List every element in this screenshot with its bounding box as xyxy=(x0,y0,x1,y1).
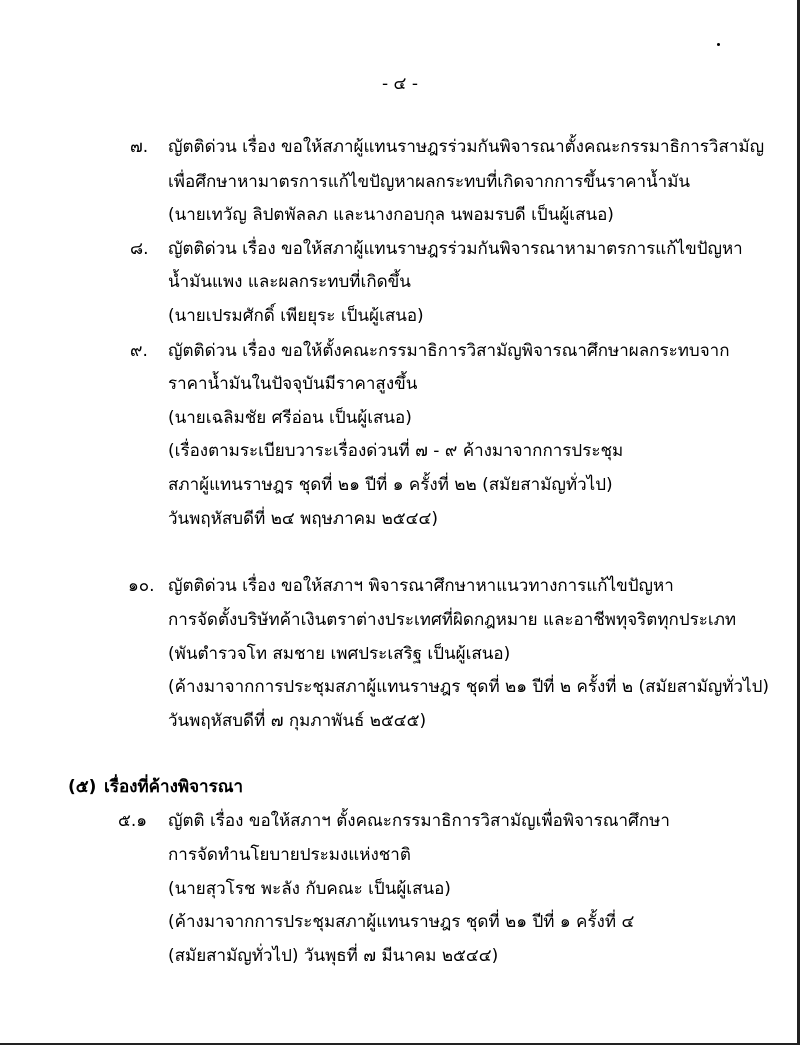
item-line: สภาผู้แทนราษฎร ชุดที่ ๒๑ ปีที่ ๑ ครั้งที่ ๒๒ (สมัยสามัญทั่วไป) xyxy=(168,475,613,495)
item-number: ๑๐. xyxy=(128,576,155,596)
item-number: ๙. xyxy=(130,341,148,361)
item-line: (นายเปรมศักดิ์ เพียยุระ เป็นผู้เสนอ) xyxy=(168,306,424,326)
item-line: (ค้างมาจากการประชุมสภาผู้แทนราษฎร ชุดที่ ๒๑ ปีที่ ๒ ครั้งที่ ๒ (สมัยสามัญทั่วไป) xyxy=(168,677,770,697)
item-line: ญัตติด่วน เรื่อง ขอให้สภาฯ พิจารณาศึกษาหาแนวทางการแก้ไขปัญหา xyxy=(168,576,674,596)
page-number: - ๔ - xyxy=(382,74,418,94)
item-line: (พันตำรวจโท สมชาย เพศประเสริฐ เป็นผู้เสนอ) xyxy=(168,644,511,664)
item-line: วันพฤหัสบดีที่ ๗ กุมภาพันธ์ ๒๕๔๕) xyxy=(168,711,427,731)
item-line: การจัดตั้งบริษัทค้าเงินตราต่างประเทศที่ผิดกฎหมาย และอาชีพทุจริตทุกประเภท xyxy=(168,610,737,630)
item-number: ๘. xyxy=(130,239,149,259)
item-line: ราคาน้ำมันในปัจจุบันมีราคาสูงขึ้น xyxy=(168,374,418,394)
subitem-line: (สมัยสามัญทั่วไป) วันพุธที่ ๗ มีนาคม ๒๕๔๔) xyxy=(168,946,499,966)
speck-mark xyxy=(717,43,720,46)
item-line: เพื่อศึกษาหามาตรการแก้ไขปัญหาผลกระทบที่เกิดจากการขึ้นราคาน้ำมัน xyxy=(168,172,691,192)
subitem-number: ๕.๑ xyxy=(118,811,148,831)
section-number: (๕) xyxy=(68,777,97,797)
section-title: เรื่องที่ค้างพิจารณา xyxy=(104,777,244,797)
subitem-line: ญัตติ เรื่อง ขอให้สภาฯ ตั้งคณะกรรมาธิการวิสามัญเพื่อพิจารณาศึกษา xyxy=(168,811,670,831)
item-line: วันพฤหัสบดีที่ ๒๔ พฤษภาคม ๒๕๔๔) xyxy=(168,509,439,529)
subitem-line: (นายสุวโรช พะลัง กับคณะ เป็นผู้เสนอ) xyxy=(168,879,451,899)
subitem-line: การจัดทำนโยบายประมงแห่งชาติ xyxy=(168,845,411,865)
item-line: (นายเฉลิมชัย ศรีอ่อน เป็นผู้เสนอ) xyxy=(168,408,412,428)
item-line: น้ำมันแพง และผลกระทบที่เกิดขึ้น xyxy=(168,272,411,292)
item-line: (นายเทวัญ ลิปตพัลลภ และนางกอบกุล นพอมรบดี เป็นผู้เสนอ) xyxy=(168,205,614,225)
subitem-line: (ค้างมาจากการประชุมสภาผู้แทนราษฎร ชุดที่ ๒๑ ปีที่ ๑ ครั้งที่ ๔ xyxy=(168,912,635,932)
item-line: ญัตติด่วน เรื่อง ขอให้สภาผู้แทนราษฎรร่วมกันพิจารณาหามาตรการแก้ไขปัญหา xyxy=(168,239,743,259)
item-line: ญัตติด่วน เรื่อง ขอให้ตั้งคณะกรรมาธิการวิสามัญพิจารณาศึกษาผลกระทบจาก xyxy=(168,341,730,361)
item-number: ๗. xyxy=(130,137,149,157)
item-line: (เรื่องตามระเบียบวาระเรื่องด่วนที่ ๗ - ๙ ค้างมาจากการประชุม xyxy=(168,441,624,461)
item-line: ญัตติด่วน เรื่อง ขอให้สภาผู้แทนราษฎรร่วมกันพิจารณาตั้งคณะกรรมาธิการวิสามัญ xyxy=(168,137,765,157)
